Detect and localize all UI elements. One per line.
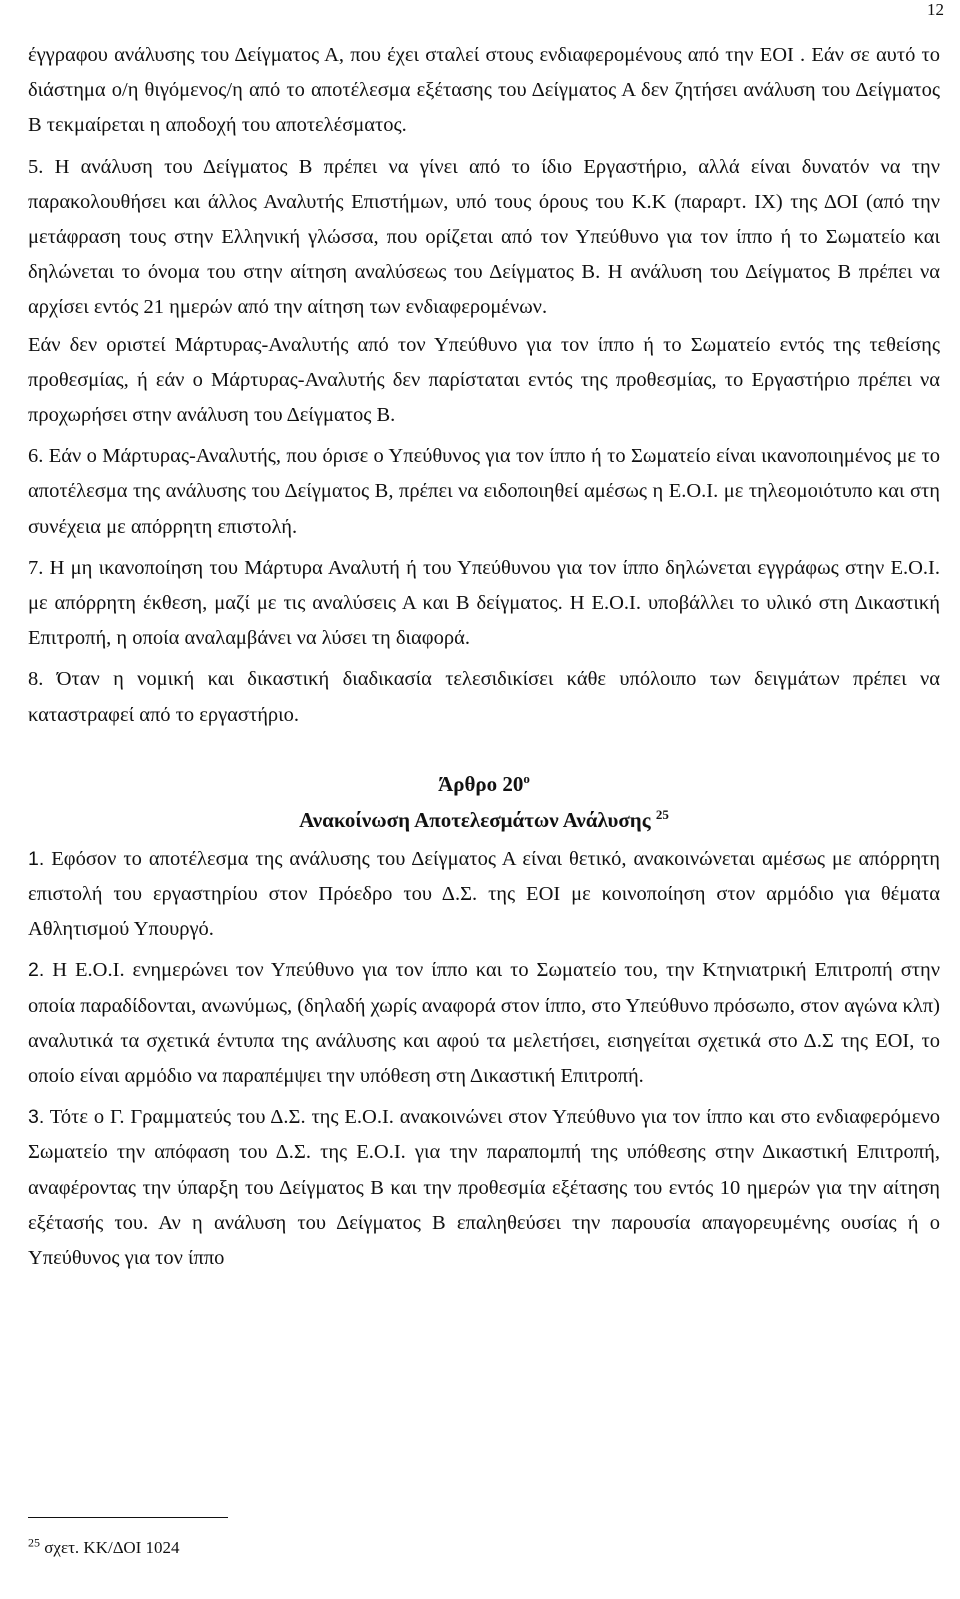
footnote-number: 25 (28, 1535, 40, 1550)
page-number: 12 (927, 0, 944, 19)
list-item (28, 1100, 940, 1276)
article-subtitle-text: Ανακοίνωση Αποτελεσμάτων Ανάλυσης (299, 807, 651, 832)
list-item (28, 842, 940, 948)
article-title-superscript: ο (523, 770, 530, 786)
list-item-number: 1. (28, 847, 45, 870)
list-item-number: 2. (28, 959, 45, 982)
list-item-number: 3. (28, 1106, 45, 1129)
paragraph-5 (28, 150, 940, 326)
footnote-reference: 25 (655, 806, 669, 822)
document-body (28, 38, 940, 1282)
paragraph-7: 7. Η μη ικανοποίηση του Μάρτυρα Αναλυτή ή του Υπεύθυνου για τον ίππο δηλώνεται εγγράφως στην Ε.Ο.Ι. με απόρρητη έκθεση, μαζί με τις αναλύσεις Α και Β δείγματος. Η Ε.Ο.Ι. υποβάλλει το υλικό στη Δικαστική Επιτροπή, η οποία αναλαμβάνει να λύσει τη διαφορά. (28, 556, 940, 650)
paragraph-5-part-a: 5. Η ανάλυση του Δείγματος Β πρέπει να γίνει από το ίδιο Εργαστήριο, αλλά είναι δυνατόν να την παρακολουθήσει και άλλος Αναλυτής Επιστήμων, υπό τους όρους του Κ.Κ (παραρτ. (28, 155, 940, 213)
paragraph-6: 6. Εάν ο Μάρτυρας-Αναλυτής, που όρισε ο Υπεύθυνος για τον ίππο ή το Σωματείο είναι ικανοποιημένος με το αποτέλεσμα της ανάλυσης του Δείγματος Β, πρέπει να ειδοποιηθεί αμέσως η Ε.Ο.Ι. με τηλεομοιότυπο και στη συνέχεια με απόρρητη επιστολή. (28, 445, 940, 538)
paragraph-8: 8. Όταν η νομική και δικαστική διαδικασία τελεσιδικίσει κάθε υπόλοιπο των δειγμάτων πρέπει να καταστραφεί από το εργαστήριο. (28, 668, 940, 726)
list-item-text: Εφόσον το αποτέλεσμα της ανάλυσης του Δείγματος Α είναι θετικό, ανακοινώνεται αμέσως με απόρρητη επιστολή του εργαστηρίου στον Πρόεδρο του Δ.Σ. της ΕΟΙ με κοινοποίηση στον αρμόδιο για θέματα Αθλητισμού Υπουργό. (28, 847, 941, 941)
footnote-separator (28, 1517, 228, 1518)
article-title (28, 767, 940, 802)
footnote-text: σχετ. ΚΚ/ΔΟΙ 1024 (44, 1538, 180, 1557)
paragraph-5-part-b: ΙΧ) της ΔΟΙ (από την μετάφραση τους στην Ελληνική γλώσσα, που ορίζεται από τον Υπεύθυνο για τον ίππο ή το Σωματείο και δηλώνεται το όνομα του στην αίτηση αναλύσεως του Δείγματος Β. Η ανάλυση του Δείγματος Β πρέπει να αρχίσει εντός 21 ημερών από την αίτηση των ενδιαφερομένων. (28, 190, 940, 319)
list-item-text: Τότε ο Γ. Γραμματεύς του Δ.Σ. της Ε.Ο.Ι. ανακοινώνει στον Υπεύθυνο για τον ίππο και στο ενδιαφερόμενο Σωματείο την απόφαση του Δ.Σ. της Ε.Ο.Ι. για την παραπομπή της υπόθεσης στην Δικαστική Επιτροπή, αναφέροντας την ύπαρξη του Δείγματος Β και την προθεσμία εξέτασης του εντός 10 ημερών για την αίτηση εξέτασής του. Αν η ανάλυση του Δείγματος Β επαληθεύσει την παρουσία απαγορευμένης ουσίας ή ο Υπεύθυνος για τον ίππο (28, 1106, 940, 1270)
article-title-text: Άρθρο 20 (438, 771, 524, 796)
paragraph-continuation: έγγραφου ανάλυσης του Δείγματος Α, που έχει σταλεί στους ενδιαφερομένους από την ΕΟΙ . Εάν σε αυτό το διάστημα ο/η θιγόμενος/η από το αποτέλεσμα εξέτασης του Δείγματος Α δεν ζητήσει ανάλυση του Δείγματος Β τεκμαίρεται η αποδοχή του αποτελέσματος. (28, 44, 940, 137)
paragraph-5-continued: Εάν δεν οριστεί Μάρτυρας-Αναλυτής από τον Υπεύθυνο για τον ίππο ή το Σωματείο εντός της τεθείσης προθεσμίας, ή εάν ο Μάρτυρας-Αναλυτής δεν παρίσταται εντός της προθεσμίας, το Εργαστήριο πρέπει να προχωρήσει στην ανάλυση του Δείγματος Β. (28, 333, 940, 427)
article-subtitle (28, 802, 940, 838)
footnote (28, 1536, 180, 1560)
list-item-text: Η Ε.Ο.Ι. ενημερώνει τον Υπεύθυνο για τον ίππο και το Σωματείο του, την Κτηνιατρική Επιτροπή στην οποία παραδίδονται, ανωνύμως, (δηλαδή χωρίς αναφορά στον ίππο, στο Υπεύθυνο πρόσωπο, στον αγώνα κλπ) αναλυτικά τα σχετικά έντυπα της ανάλυσης και αφού τα μελετήσει, εισηγείται σχετικά στο Δ.Σ της ΕΟΙ, το οποίο είναι αρμόδιο να παραπέμψει την υπόθεση στη Δικαστική Επιτροπή. (28, 959, 940, 1088)
list-item (28, 953, 940, 1094)
